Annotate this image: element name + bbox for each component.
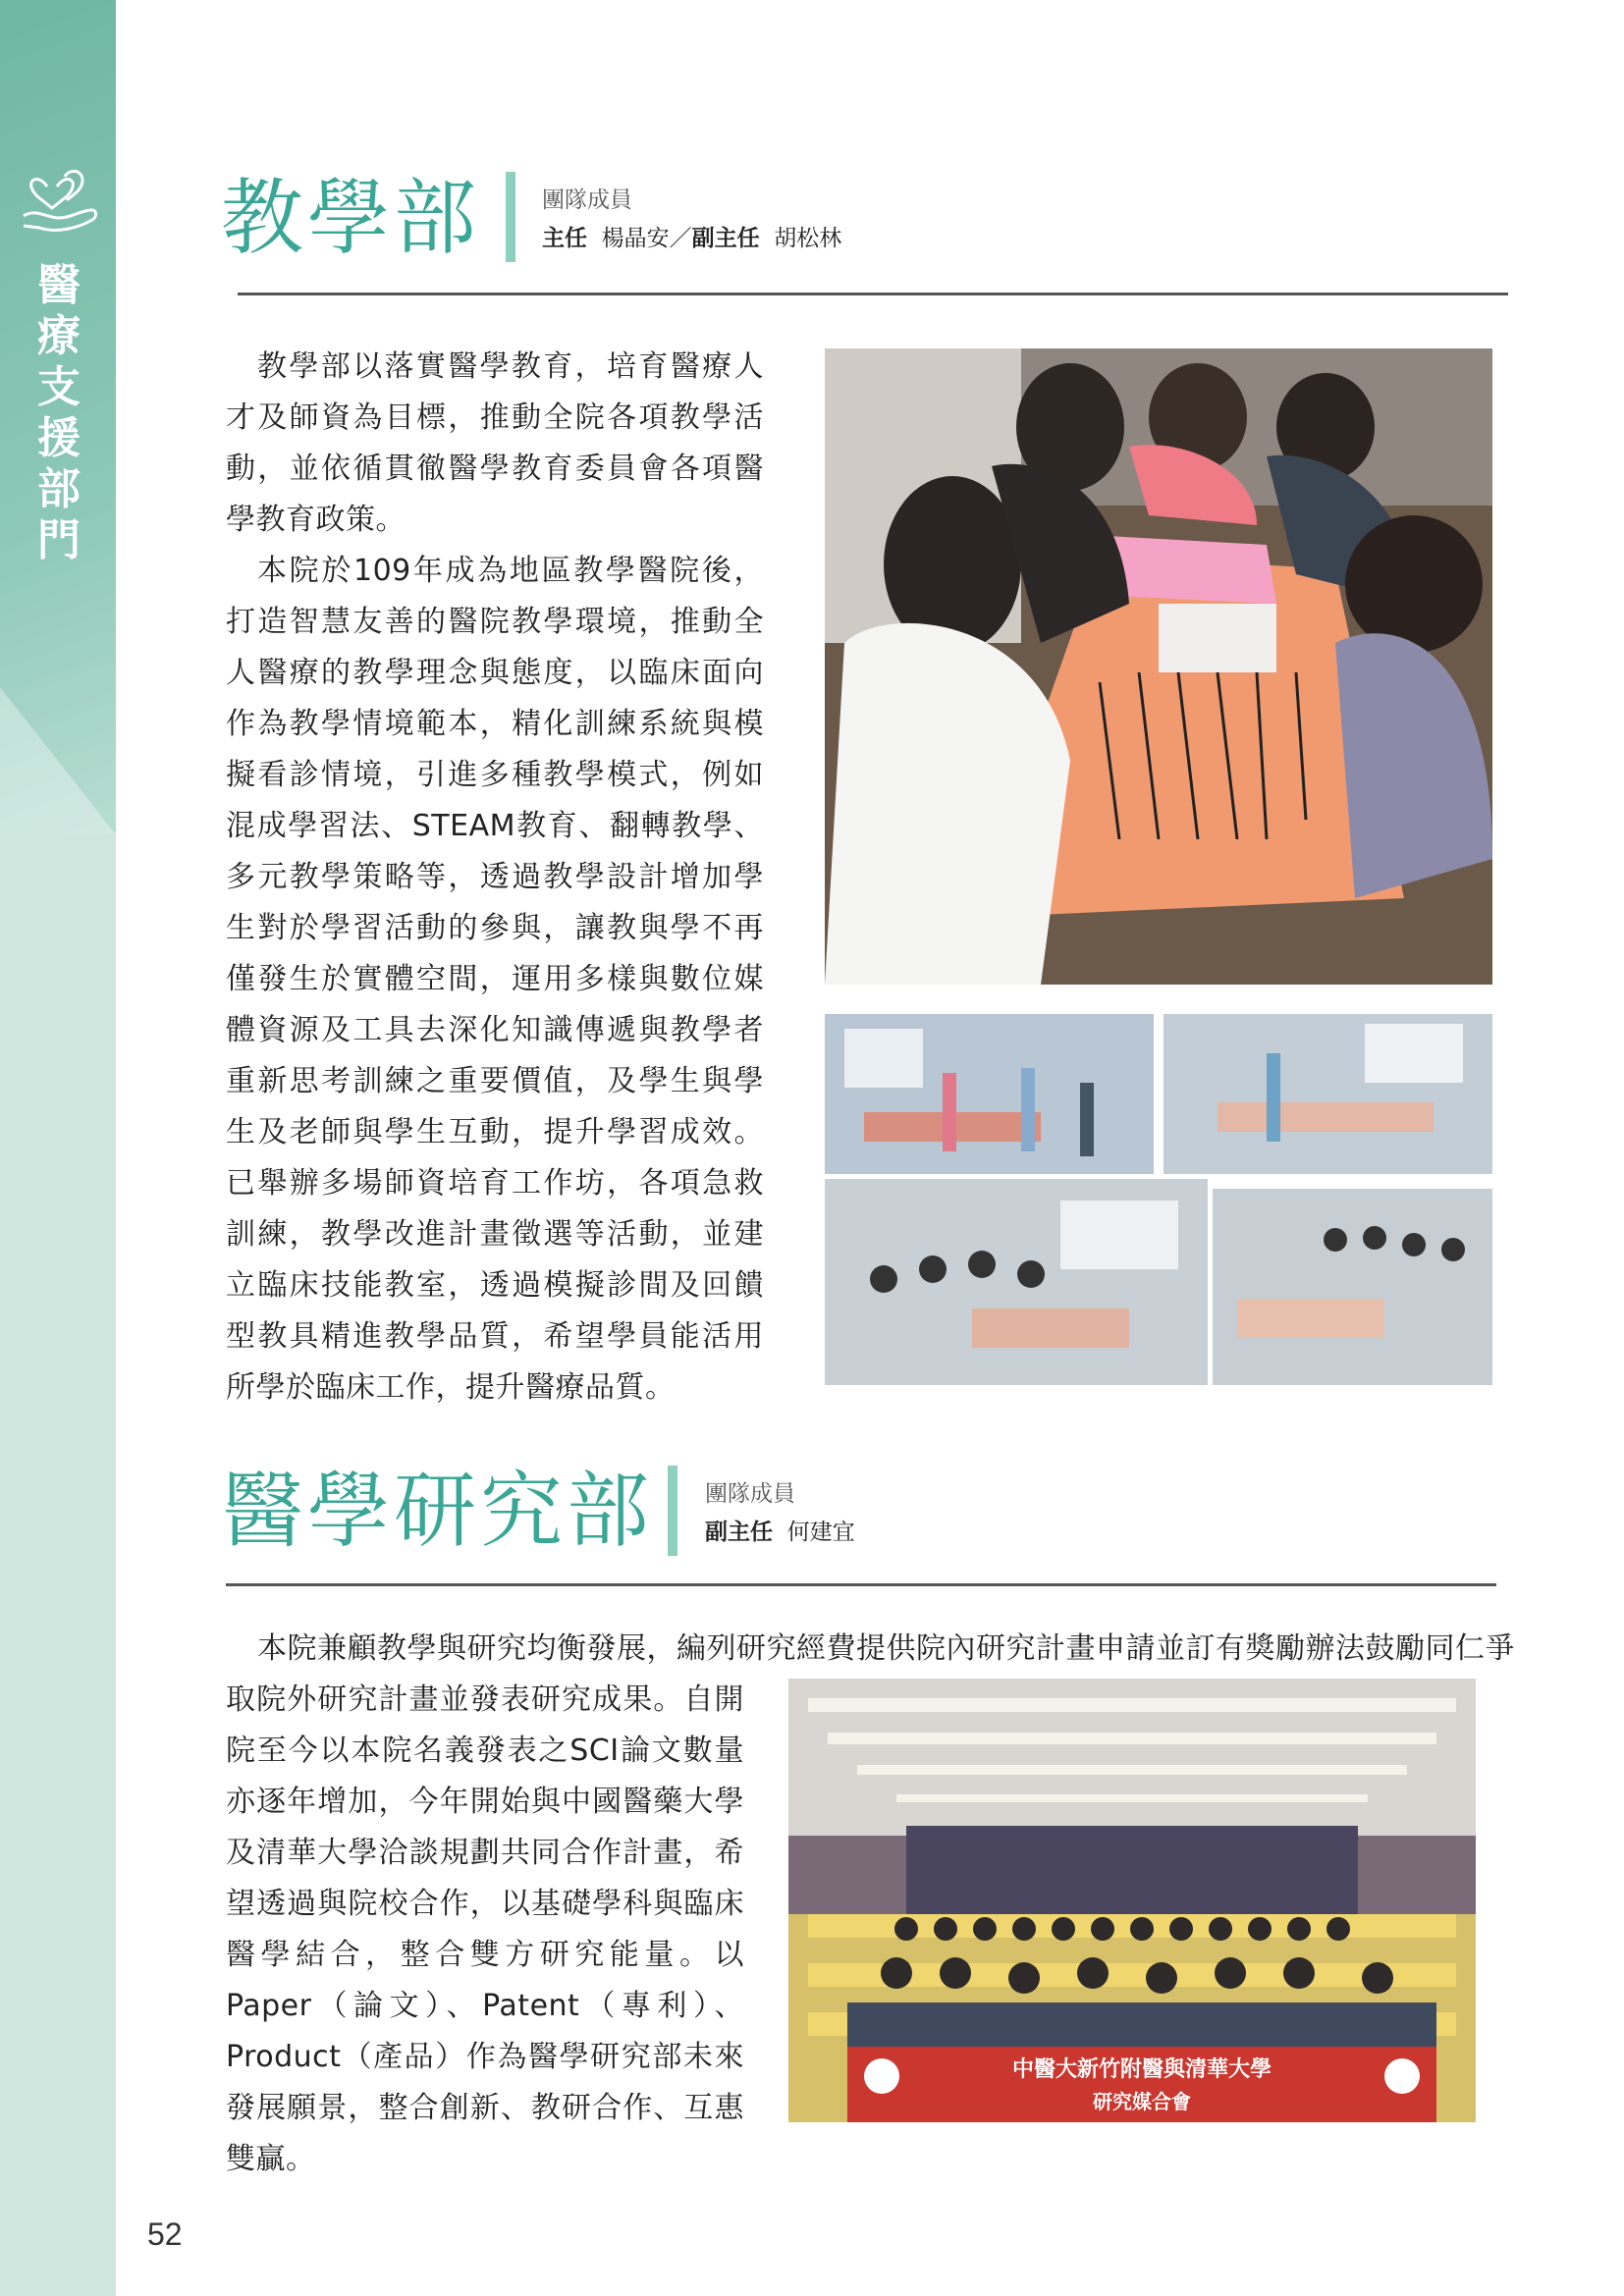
teaching-workshop-photo: [825, 348, 1492, 985]
research-members: [705, 1514, 855, 1546]
teaching-body: [226, 342, 764, 1414]
teaching-dept-title: 教學部: [221, 170, 481, 266]
deputy-name: 胡松林: [774, 226, 842, 251]
page-number: 52: [147, 2216, 183, 2252]
research-first-line: [226, 1624, 1515, 1675]
category-char: 援: [37, 413, 81, 463]
research-title-bar: [668, 1466, 677, 1556]
category-char: 門: [37, 515, 81, 565]
banner-line-1: 中醫大新竹附醫與清華大學: [1011, 2057, 1272, 2082]
research-meeting-photo: [788, 1679, 1476, 2122]
section-category-title: [37, 260, 81, 566]
category-char: 醫: [37, 260, 81, 310]
member-separator: ／: [669, 226, 692, 251]
category-char: 支: [37, 362, 81, 412]
teaching-divider: [238, 293, 1508, 295]
sidebar: [0, 0, 116, 2296]
teaching-title-bar: [506, 172, 515, 262]
research-divider: [226, 1583, 1496, 1586]
teaching-paragraph: 本院於109年成為地區教學醫院後，打造智慧友善的醫院教學環境，推動全人醫療的教學理念與態度，以臨床面向作為教學情境範本，精化訓練系統與模擬看診情境，引進多種教學模式，例如混成學習法、STEAM教育、翻轉教學、多元教學策略等，透過教學設計增加學生對於學習活動的參與，讓教與學不再僅發生於實體空間，運用多樣與數位媒體資源及工具去深化知識傳遞與教學者重新思考訓練之重要價值，及學生與學生及老師與學生互動，提升學習成效。已舉辦多場師資培育工作坊，各項急救訓練，教學改進計畫徵選等活動，並建立臨床技能教室，透過模擬診間及回饋型教具精進教學品質，希望學員能活用所學於臨床工作，提升醫療品質。: [226, 554, 764, 1405]
research-deputy-title: 副主任: [705, 1520, 773, 1545]
care-hands-icon: [18, 147, 102, 245]
teaching-classroom-collage: [825, 1014, 1492, 1385]
deputy-title: 副主任: [691, 226, 760, 251]
research-paragraph-start: 本院兼顧教學與研究均衡發展，編列研究經費提供院內研究計畫申請並訂有獎勵辦法鼓勵同仁爭: [257, 1631, 1515, 1666]
category-char: 療: [37, 311, 81, 361]
teaching-paragraph: 教學部以落實醫學教育，培育醫療人才及師資為目標，推動全院各項教學活動，並依循貫徹醫學教育委員會各項醫學教育政策。: [226, 349, 764, 537]
banner-line-2: 研究媒合會: [1093, 2090, 1191, 2113]
sidebar-wedge: [0, 687, 116, 834]
research-deputy-name: 何建宜: [786, 1520, 855, 1545]
research-body: [226, 1675, 744, 2185]
teaching-members-label: 團隊成員: [542, 187, 632, 213]
category-char: 部: [37, 464, 81, 514]
research-paragraph-rest: 取院外研究計畫並發表研究成果。自開院至今以本院名義發表之SCI論文數量亦逐年增加，今年開始與中國醫藥大學及清華大學洽談規劃共同合作計畫，希望透過與院校合作，以基礎學科與臨床醫學結合，整合雙方研究能量。以Paper（論文）、Patent（專利）、Product（產品）作為醫學研究部未來發展願景，整合創新、教研合作、互惠雙贏。: [226, 1682, 744, 2176]
research-members-label: 團隊成員: [705, 1481, 795, 1507]
director-name: 楊晶安: [601, 226, 670, 251]
director-title: 主任: [542, 226, 587, 251]
research-dept-title: 醫學研究部: [221, 1463, 654, 1559]
teaching-members: [542, 220, 841, 252]
